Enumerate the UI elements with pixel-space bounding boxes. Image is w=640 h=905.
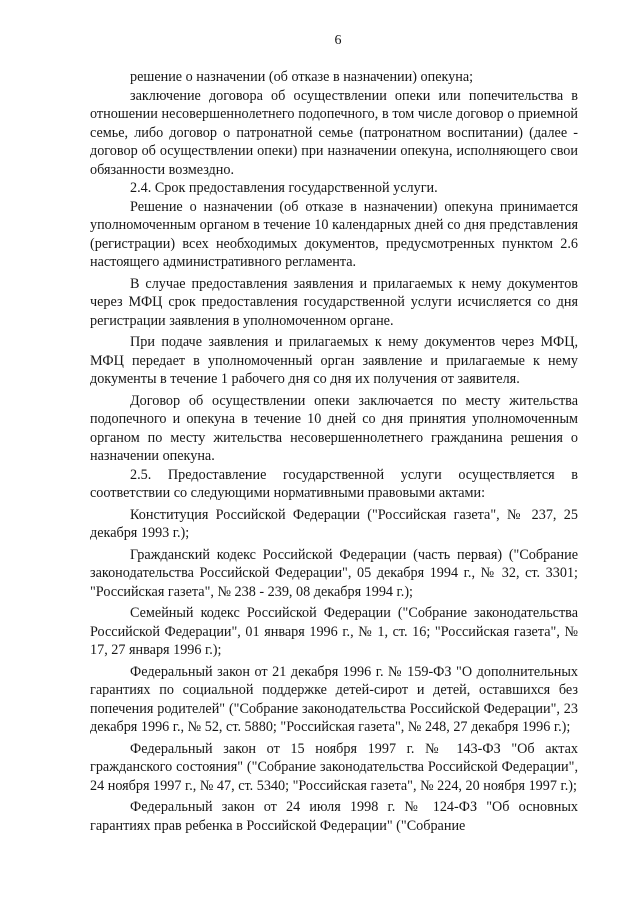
paragraph-contract: заключение договора об осуществлении опеки или попечительства в отношении несовершеннолетнего подопечного, в том числе договор о приемной семье, либо договор о патронатной семье (патронатном воспитании) (далее - договор об осуществлении опеки) при назначении опекуна, исполняющего свои обязанности возмездно. <box>90 87 578 178</box>
paragraph-mfc-term: В случае предоставления заявления и прилагаемых к нему документов через МФЦ срок предоставления государственной услуги исчисляется со дня регистрации заявления в уполномоченном органе. <box>90 275 578 329</box>
act-civil-code: Гражданский кодекс Российской Федерации (часть первая) ("Собрание законодательства Российской Федерации", 05 декабря 1994 г., № 32, ст. 3301; "Российская газета", № 238 - 239, 08 декабря 1994 г.); <box>90 546 578 600</box>
paragraph-mfc-transfer: При подаче заявления и прилагаемых к нему документов через МФЦ, МФЦ передает в уполномоченный орган заявление и прилагаемые к нему документы в течение 1 рабочего дня со дня их получения от заявителя. <box>90 334 578 387</box>
section-2-4-heading: 2.4. Срок предоставления государственной услуги. <box>130 180 438 196</box>
act-constitution: Конституция Российской Федерации ("Российская газета", № 237, 25 декабря 1993 г.); <box>90 506 578 541</box>
paragraph-decision: решение о назначении (об отказе в назначении) опекуна; <box>130 69 474 85</box>
act-law-124-fz: Федеральный закон от 24 июля 1998 г. № 124-ФЗ "Об основных гарантиях прав ребенка в Российской Федерации" ("Собрание <box>90 799 578 834</box>
act-family-code: Семейный кодекс Российской Федерации ("Собрание законодательства Российской Федерации", 01 января 1996 г., № 1, ст. 16; "Российская газета", № 17, 27 января 1996 г.); <box>90 605 578 658</box>
act-law-143-fz: Федеральный закон от 15 ноября 1997 г. № 143-ФЗ "Об актах гражданского состояния" ("Собрание законодательства Российской Федерации", 24 ноября 1997 г., № 47, ст. 5340; "Российская газета", № 224, 20 ноября 1997 г.); <box>90 740 578 794</box>
paragraph-decision-term: Решение о назначении (об отказе в назначении) опекуна принимается уполномоченным органом в течение 10 календарных дней со дня представления (регистрации) всех необходимых документов, предусмотренных пунктом 2.6 настоящего административного регламента. <box>90 198 578 270</box>
paragraph-contract-place: Договор об осуществлении опеки заключается по месту жительства подопечного и опекуна в течение 10 дней со дня принятия уполномоченным органом по месту жительства несовершеннолетнего гражданина решения о назначении опекуна. <box>90 392 578 464</box>
act-law-159-fz: Федеральный закон от 21 декабря 1996 г. № 159-ФЗ "О дополнительных гарантиях по социальной поддержке детей-сирот и детей, оставшихся без попечения родителей" ("Собрание законодательства Российской Федерации", 23 декабря 1996 г., № 52, ст. 5880; "Российская газета", № 248, 27 декабря 1996 г.); <box>90 663 578 735</box>
section-2-5-heading: 2.5. Предоставление государственной услуги осуществляется в соответствии со следующими нормативными правовыми актами: <box>90 466 578 501</box>
page-number: 6 <box>334 33 342 48</box>
